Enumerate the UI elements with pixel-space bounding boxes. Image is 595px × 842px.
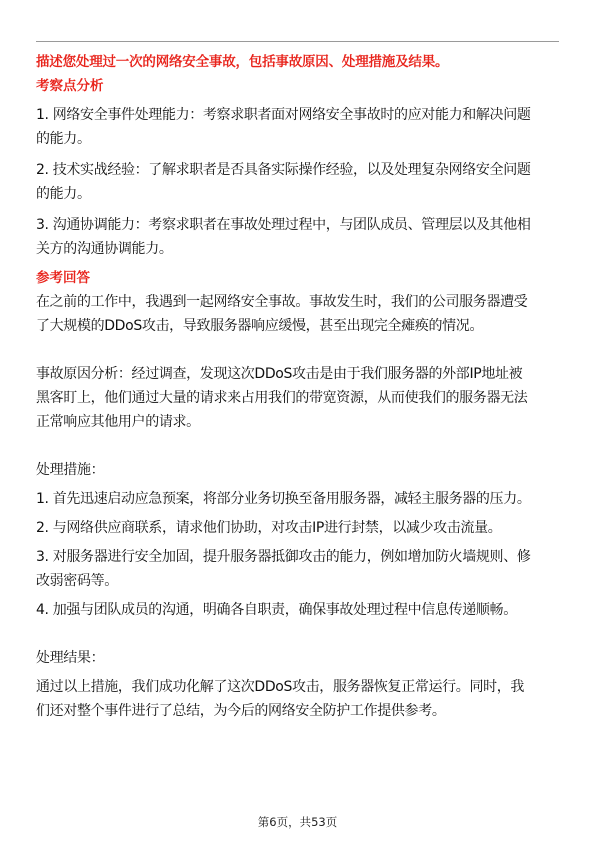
analysis-heading: 考察点分析 <box>36 78 104 94</box>
analysis-item-3-line-2: 关方的沟通协调能力。 <box>36 241 173 257</box>
cause-line-3: 正常响应其他用户的请求。 <box>36 414 200 430</box>
page-content <box>36 50 560 723</box>
header-divider <box>36 41 559 42</box>
analysis-item-2-line-1: 2. 技术实战经验：了解求职者是否具备实际操作经验，以及处理复杂网络安全问题 <box>36 162 531 178</box>
measure-item-1: 1. 首先迅速启动应急预案，将部分业务切换至备用服务器，减轻主服务器的压力。 <box>36 491 531 507</box>
result-title: 处理结果： <box>36 650 105 666</box>
answer-intro-line-2: 了大规模的DDoS攻击，导致服务器响应缓慢，甚至出现完全瘫痪的情况。 <box>36 318 484 334</box>
cause-line-2: 黑客盯上，他们通过大量的请求来占用我们的带宽资源，从而使我们的服务器无法 <box>36 390 528 406</box>
measure-item-3-line-1: 3. 对服务器进行安全加固，提升服务器抵御攻击的能力，例如增加防火墙规则、修 <box>36 549 531 565</box>
measure-item-3-line-2: 改弱密码等。 <box>36 573 118 589</box>
measure-item-2: 2. 与网络供应商联系，请求他们协助，对攻击IP进行封禁，以减少攻击流量。 <box>36 520 502 536</box>
result-line-2: 们还对整个事件进行了总结，为今后的网络安全防护工作提供参考。 <box>36 703 446 719</box>
measure-item-4: 4. 加强与团队成员的沟通，明确各自职责，确保事故处理过程中信息传递顺畅。 <box>36 602 517 618</box>
answer-heading: 参考回答 <box>36 270 90 286</box>
analysis-item-3-line-1: 3. 沟通协调能力：考察求职者在事故处理过程中，与团队成员、管理层以及其他相 <box>36 217 531 233</box>
answer-intro-line-1: 在之前的工作中，我遇到一起网络安全事故。事故发生时，我们的公司服务器遭受 <box>36 294 528 310</box>
analysis-item-1-line-2: 的能力。 <box>36 131 91 147</box>
measures-title: 处理措施： <box>36 462 105 478</box>
question-title: 描述您处理过一次的网络安全事故，包括事故原因、处理措施及结果。 <box>36 54 449 70</box>
page-number-footer: 第6页，共53页 <box>257 815 338 829</box>
result-line-1: 通过以上措施，我们成功化解了这次DDoS攻击，服务器恢复正常运行。同时，我 <box>36 679 525 695</box>
cause-line-1: 事故原因分析：经过调查，发现这次DDoS攻击是由于我们服务器的外部IP地址被 <box>36 366 523 382</box>
analysis-item-1-line-1: 1. 网络安全事件处理能力：考察求职者面对网络安全事故时的应对能力和解决问题 <box>36 107 531 123</box>
analysis-item-2-line-2: 的能力。 <box>36 186 91 202</box>
